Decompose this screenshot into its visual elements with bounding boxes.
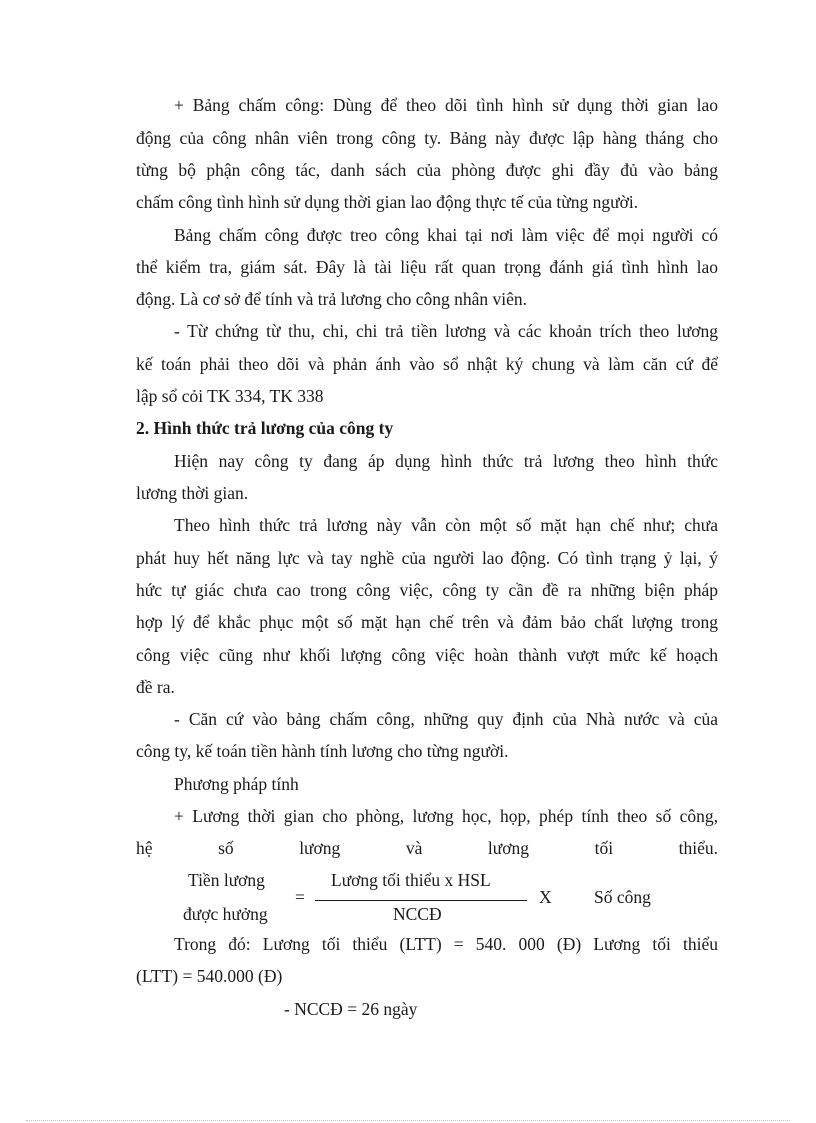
text-line: - Từ chứng từ thu, chi, chi trả tiền lương và các khoản trích theo lương — [174, 321, 718, 341]
text-line: công ty, kế toán tiền hành tính lương cho từng người. — [136, 741, 509, 761]
formula-numerator: Lương tối thiểu x HSL — [331, 870, 491, 890]
text-line: - Căn cứ vào bảng chấm công, những quy định của Nhà nước và của — [174, 709, 718, 729]
formula-lhs-line-1: Tiền lương — [188, 870, 265, 890]
formula-fraction-bar — [315, 900, 527, 901]
text-line: Hiện nay công ty đang áp dụng hình thức trả lương theo hình thức — [174, 451, 718, 471]
text-line: phát huy hết năng lực và tay nghề của người lao động. Có tình trạng ỷ lại, ý — [136, 548, 718, 568]
formula-lhs-line-2: được hưởng — [183, 904, 268, 924]
text-line: Theo hình thức trả lương này vẫn còn một số mặt hạn chế như; chưa — [174, 515, 718, 535]
text-line: thể kiểm tra, giám sát. Đây là tài liệu rất quan trọng đánh giá tình hình lao — [136, 257, 718, 277]
text-line: lập sổ cỏi TK 334, TK 338 — [136, 386, 324, 406]
formula-denominator: NCCĐ — [393, 904, 442, 924]
section-heading: 2. Hình thức trả lương của công ty — [136, 418, 394, 438]
text-line: kế toán phải theo dõi và phản ánh vào sổ nhật ký chung và làm căn cứ để — [136, 354, 718, 374]
text-line: Bảng chấm công được treo công khai tại nơi làm việc để mọi người có — [174, 225, 718, 245]
text-line: hức tự giác chưa cao trong công việc, công ty cần đề ra những biện pháp — [136, 580, 718, 600]
footer-divider — [26, 1120, 790, 1121]
text-line: từng bộ phận công tác, danh sách của phòng được ghi đầy đủ vào bảng — [136, 160, 718, 180]
formula-rhs: Số công — [594, 887, 651, 907]
text-line: Trong đó: Lương tối thiểu (LTT) = 540. 000 (Đ) Lương tối thiểu — [174, 934, 718, 954]
text-line: đề ra. — [136, 677, 175, 697]
method-label: Phương pháp tính — [174, 774, 299, 794]
text-line: (LTT) = 540.000 (Đ) — [136, 966, 283, 986]
text-line: lương thời gian. — [136, 483, 249, 503]
formula-times-sign: X — [539, 887, 552, 907]
formula-equals-sign: = — [295, 887, 305, 907]
text-line: hệ số lương và lương tối thiểu. — [136, 838, 718, 858]
text-line: + Bảng chấm công: Dùng để theo dõi tình hình sử dụng thời gian lao — [174, 95, 718, 115]
text-line: công việc cũng như khối lượng công việc hoàn thành vượt mức kế hoạch — [136, 645, 718, 665]
text-line: động của công nhân viên trong công ty. Bảng này được lập hàng tháng cho — [136, 128, 718, 148]
text-line: hợp lý để khắc phục một số mặt hạn chế trên và đảm bảo chất lượng trong — [136, 612, 718, 632]
text-line: động. Là cơ sở để tính và trả lương cho công nhân viên. — [136, 289, 528, 309]
ncc-note: - NCCĐ = 26 ngày — [284, 999, 418, 1019]
text-line: chấm công tình hình sử dụng thời gian lao động thực tế của từng người. — [136, 192, 639, 212]
text-line: + Lương thời gian cho phòng, lương học, họp, phép tính theo số công, — [174, 806, 718, 826]
